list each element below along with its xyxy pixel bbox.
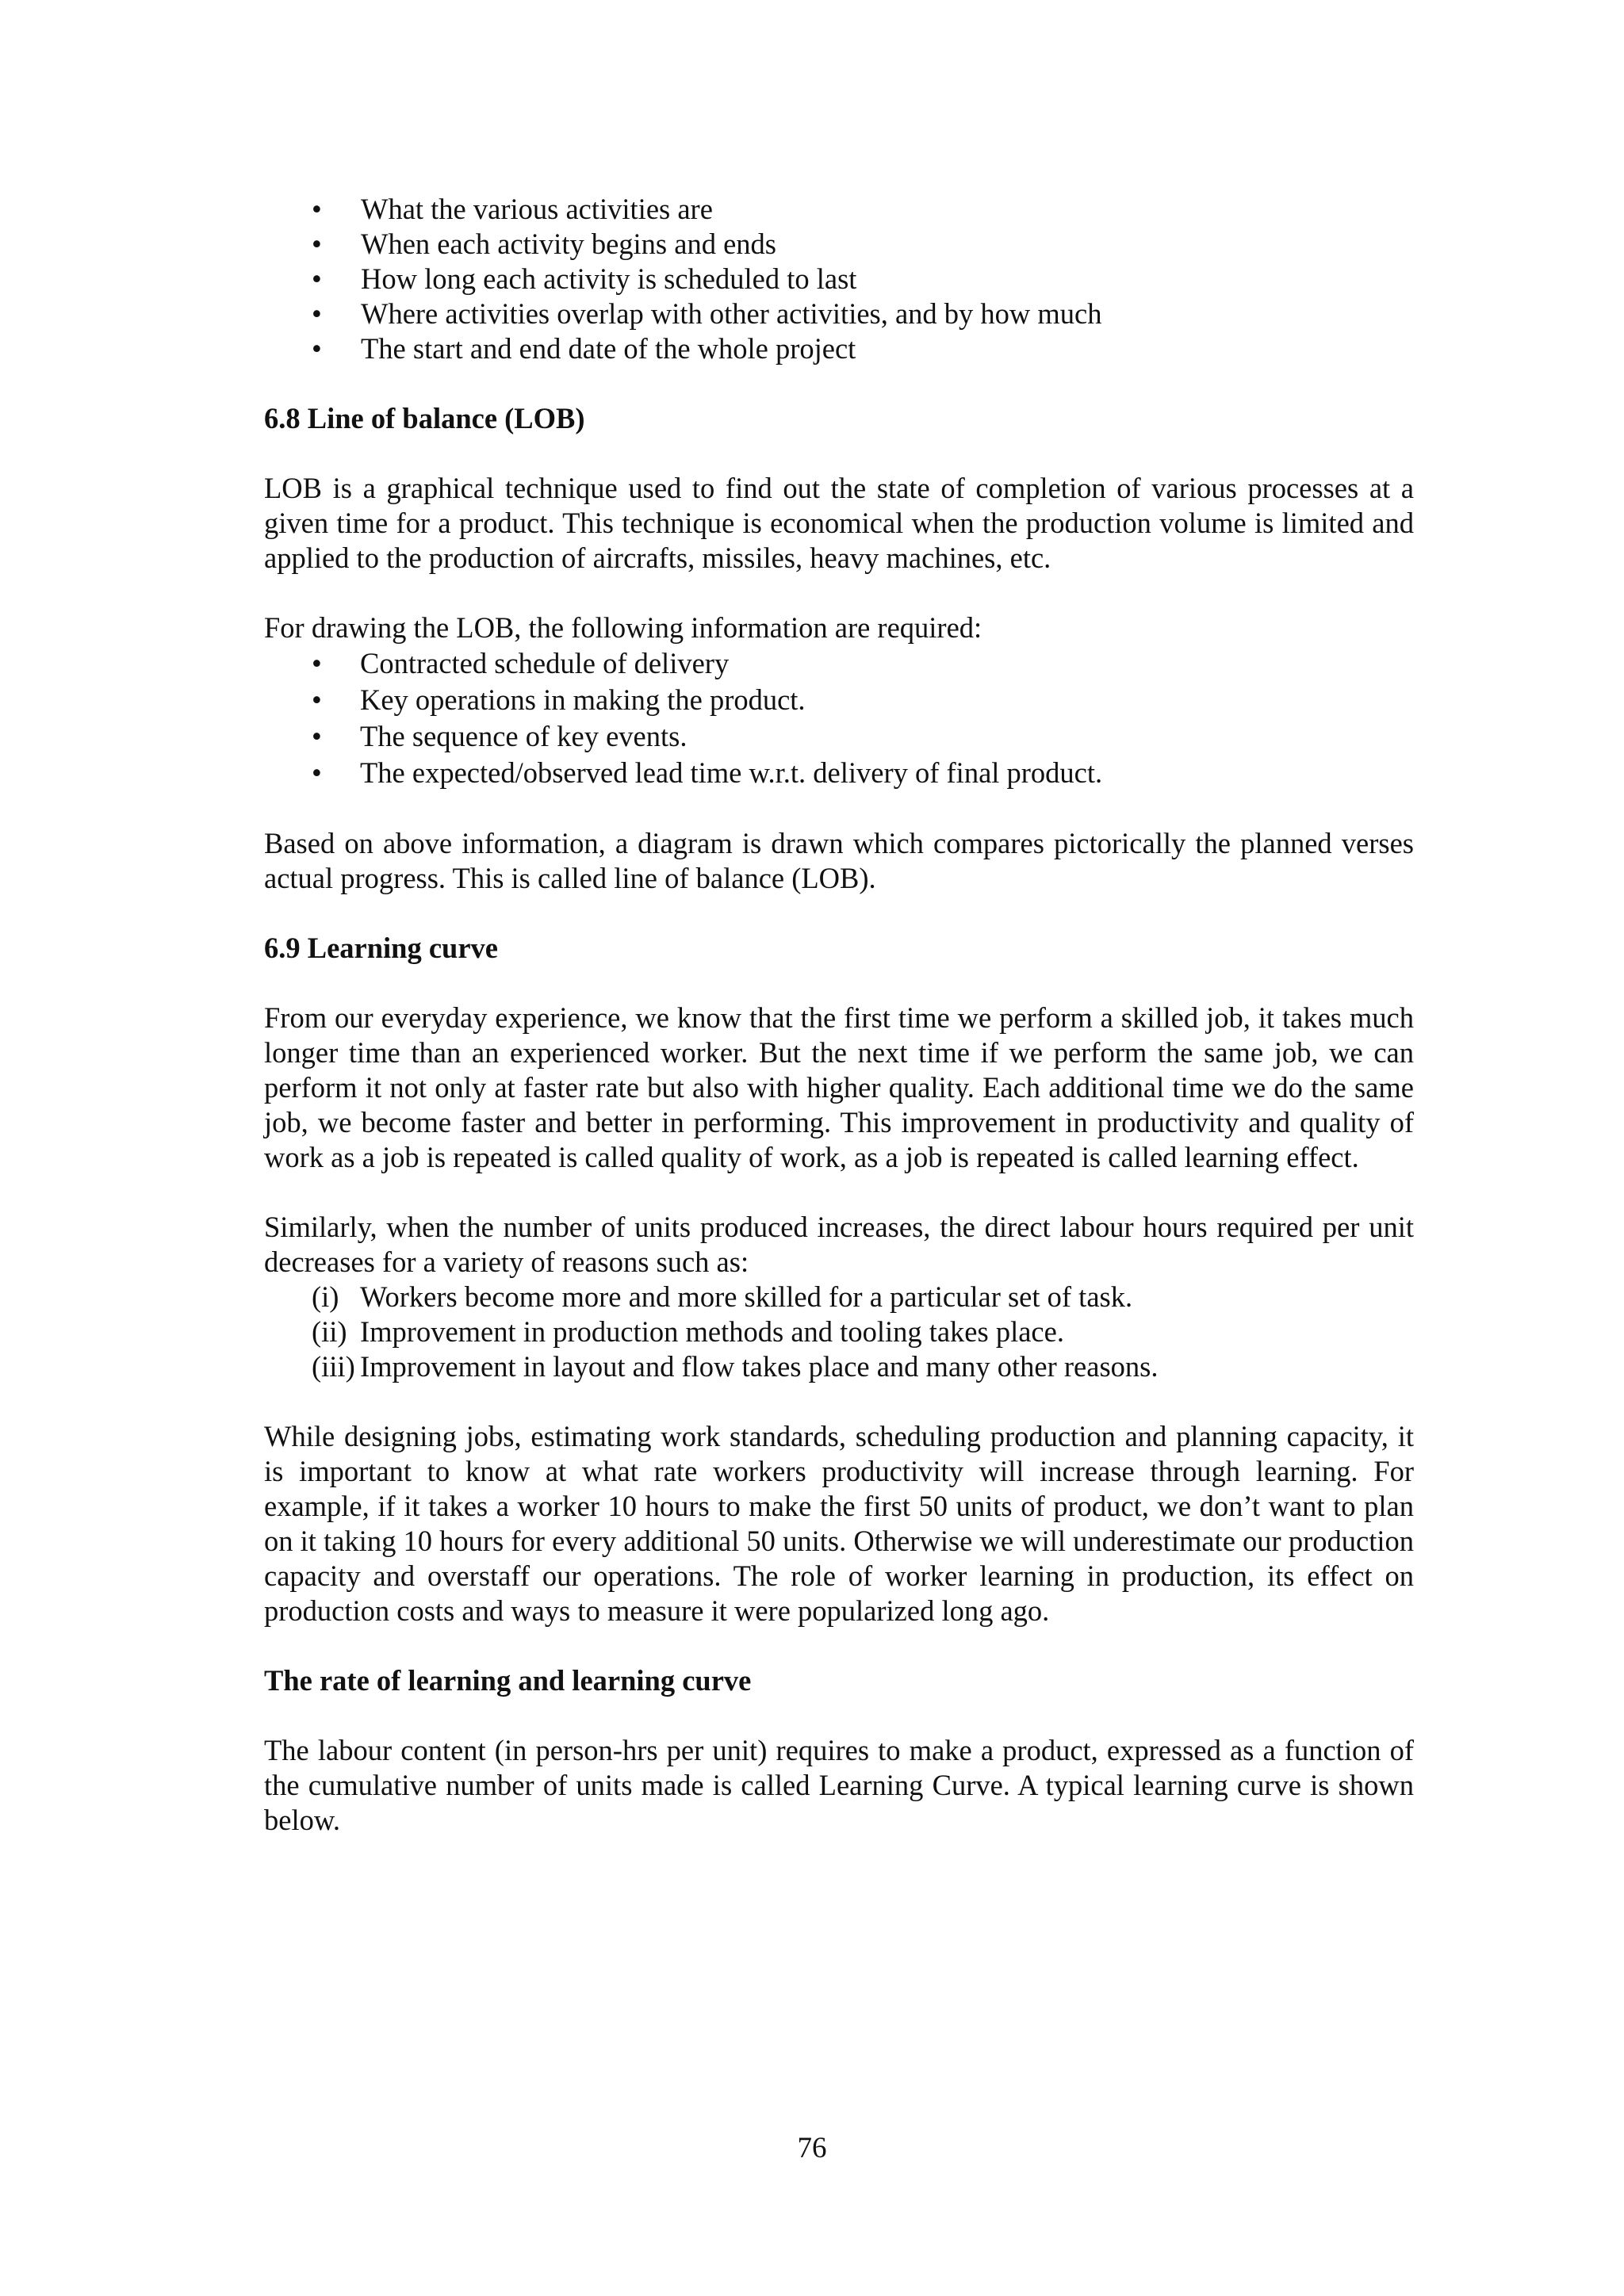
bullet-icon: • [312, 647, 322, 679]
list-item [264, 1280, 1414, 1314]
list-item [264, 227, 1414, 262]
list-number: (iii) [312, 1350, 355, 1383]
bullet-icon: • [312, 297, 322, 330]
lob-paragraph-1: LOB is a graphical technique used to find out the state of completion of various processes at a given time for a product. This technique is economical when the production volume is limited and applied to the production of aircrafts, missiles, heavy machines, etc. [264, 472, 1414, 574]
rate-paragraph-1: The labour content (in person-hrs per unit) requires to make a product, expressed as a function of the cumulative number of units made is called Learning Curve. A typical learning curve is shown below. [264, 1734, 1414, 1836]
list-item [264, 192, 1414, 227]
activity-bullet-list [264, 192, 1414, 366]
list-item [264, 297, 1414, 331]
learning-paragraph-2-intro: Similarly, when the number of units produced increases, the direct labour hours required per unit decreases for a variety of reasons such as: [264, 1211, 1414, 1278]
list-item-text: Improvement in production methods and tooling takes place. [360, 1315, 1064, 1348]
list-item-text: How long each activity is scheduled to last [361, 262, 857, 295]
list-item [264, 331, 1414, 366]
bullet-icon: • [312, 193, 322, 225]
bullet-icon: • [312, 332, 322, 365]
list-item-text: Improvement in layout and flow takes place and many other reasons. [360, 1350, 1159, 1383]
bullet-icon: • [312, 228, 322, 260]
list-item [264, 262, 1414, 297]
list-item [264, 1314, 1414, 1349]
list-item-text: What the various activities are [361, 193, 713, 225]
list-item [264, 1349, 1414, 1384]
learning-reasons-list [264, 1280, 1414, 1384]
learning-paragraph-1: From our everyday experience, we know that the first time we perform a skilled job, it takes much longer time than an experienced worker. But the next time if we perform the same job, we can perform it not only at faster rate but also with higher quality. Each additional time we do the same job, we become faster and better in performing. This improvement in productivity and quality of work as a job is repeated is called quality of work, as a job is repeated is called learning effect. [264, 1001, 1414, 1173]
section-heading-lob: 6.8 Line of balance (LOB) [264, 402, 585, 434]
list-item-text: The start and end date of the whole project [361, 332, 856, 365]
list-item-text: Where activities overlap with other activities, and by how much [361, 297, 1102, 330]
lob-paragraph-3: Based on above information, a diagram is drawn which compares pictorically the planned verses actual progress. This is called line of balance (LOB). [264, 827, 1414, 894]
list-item [264, 755, 1414, 791]
list-item-text: The expected/observed lead time w.r.t. delivery of final product. [360, 756, 1103, 789]
list-item-text: Contracted schedule of delivery [360, 647, 730, 679]
list-item-text: When each activity begins and ends [361, 228, 776, 260]
list-item-text: Key operations in making the product. [360, 683, 806, 716]
bullet-icon: • [312, 756, 322, 789]
bullet-icon: • [312, 720, 322, 752]
list-item [264, 718, 1414, 755]
bullet-icon: • [312, 262, 322, 295]
list-number: (i) [312, 1280, 339, 1313]
list-number: (ii) [312, 1315, 347, 1348]
list-item [264, 682, 1414, 718]
list-item-text: The sequence of key events. [360, 720, 688, 752]
bullet-icon: • [312, 683, 322, 716]
list-item [264, 645, 1414, 682]
section-heading-rate-of-learning: The rate of learning and learning curve [264, 1664, 752, 1697]
learning-paragraph-3: While designing jobs, estimating work standards, scheduling production and planning capacity, it is important to know at what rate workers productivity will increase through learning. For example, if it takes a worker 10 hours to make the first 50 units of product, we don’t want to plan on it taking 10 hours for every additional 50 units. Otherwise we will underestimate our production capacity and overstaff our operations. The role of worker learning in production, its effect on production costs and ways to measure it were popularized long ago. [264, 1420, 1414, 1627]
list-item-text: Workers become more and more skilled for a particular set of task. [360, 1280, 1133, 1313]
section-heading-learning-curve: 6.9 Learning curve [264, 932, 499, 964]
page-number: 76 [797, 2132, 827, 2164]
lob-paragraph-2-intro: For drawing the LOB, the following information are required: [264, 611, 982, 644]
document-page [264, 192, 1414, 1838]
lob-requirements-list [264, 645, 1414, 791]
